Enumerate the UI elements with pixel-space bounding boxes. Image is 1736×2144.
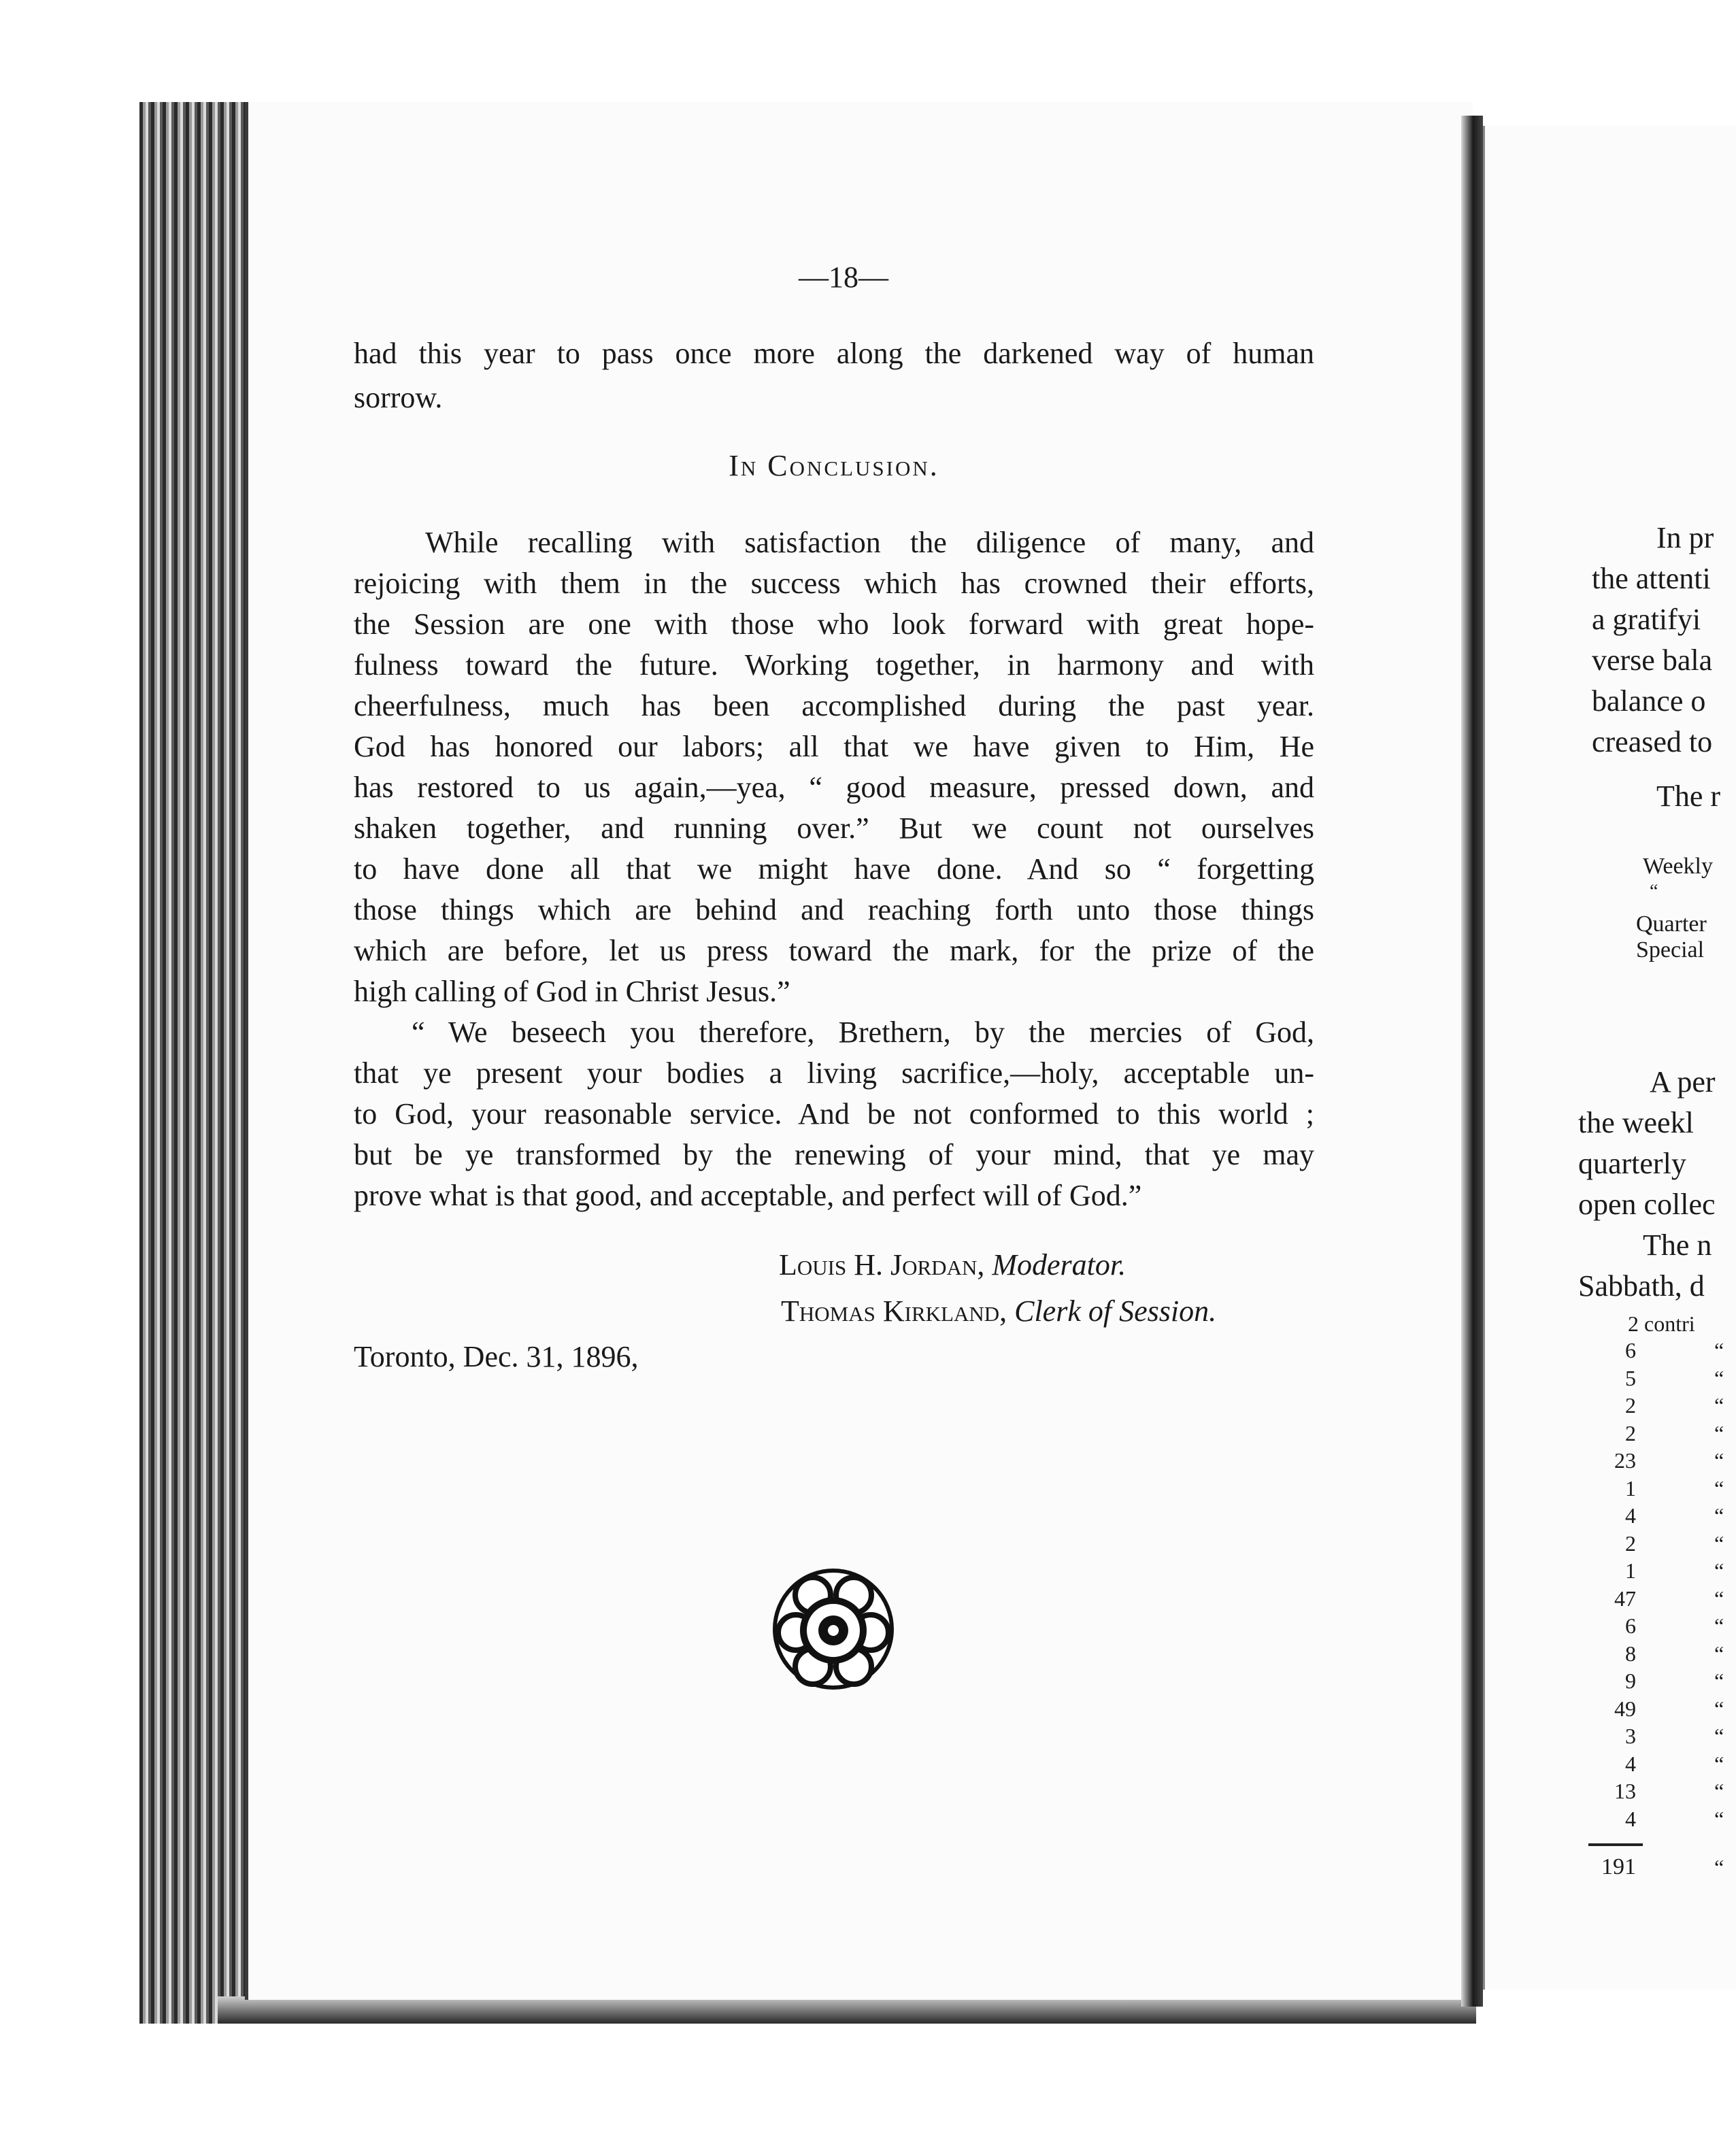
clerk-title: Clerk of Session. [1014,1294,1217,1328]
right-contrib-label: 2 contri [1628,1311,1695,1336]
contribution-count: 4 [1625,1751,1636,1776]
body-line-9: to have done all that we might have done. And so “ forgetting [354,852,1314,886]
body-line-3: the Session are one with those who look forward with great hope- [354,607,1314,641]
body-line-2: rejoicing with them in the success which has crowned their efforts, [354,567,1314,600]
body-line-1: While recalling with satisfaction the diligence of many, and [425,526,1314,559]
quote-line-4: but be ye transformed by the renewing of your mind, that ye may [354,1138,1314,1171]
body-line-10: those things which are behind and reaching forth unto those things [354,893,1314,926]
rose-ornament-icon [772,1568,895,1690]
right-list-special: Special [1636,937,1705,962]
contribution-count: 1 [1625,1475,1636,1501]
contribution-count: 49 [1614,1696,1636,1721]
right-list-weekly: Weekly [1643,854,1713,879]
right-para3-line1: A per [1650,1065,1716,1099]
contribution-count: 47 [1614,1586,1636,1611]
contribution-count: 9 [1625,1669,1636,1693]
right-para1-line5: balance o [1592,684,1706,718]
place-date: Toronto, Dec. 31, 1896, [354,1340,639,1373]
ditto-mark: “ [1714,1806,1724,1831]
right-para1-line4: verse bala [1592,643,1713,677]
quote-line-5: prove what is that good, and acceptable, and perfect will of God.” [354,1179,1142,1212]
book-bottom-edges [218,1996,1476,2024]
moderator-name: Louis H. Jordan, [779,1248,985,1282]
contribution-count: 1 [1625,1558,1636,1583]
contribution-count: 4 [1625,1806,1636,1831]
contribution-count: 4 [1625,1503,1636,1528]
ditto-mark: “ [1714,1393,1724,1418]
ditto-mark: “ [1714,1613,1724,1638]
body-line-12: high calling of God in Christ Jesus.” [354,975,790,1008]
total-rule [1588,1843,1643,1846]
signature-moderator [779,1245,1126,1286]
signature-clerk [781,1291,1216,1332]
ditto-mark: “ [1714,1751,1724,1776]
right-para4-line2: Sabbath, d [1578,1269,1705,1303]
ditto-mark: “ [1714,1365,1724,1390]
right-para2-line1: The r [1656,780,1721,813]
ditto-mark: “ [1714,1338,1724,1362]
book-gutter [1461,116,1483,2007]
ditto-mark: “ [1714,1448,1724,1473]
quote-line-1: “ We beseech you therefore, Brethern, by the mercies of God, [412,1016,1314,1049]
right-para1-line2: the attenti [1592,562,1711,595]
body-line-8: shaken together, and running over.” But we count not ourselves [354,811,1314,845]
contribution-count: 6 [1625,1338,1636,1362]
quote-line-2: that ye present your bodies a living sacrifice,—holy, acceptable un- [354,1056,1314,1090]
body-line-4: fulness toward the future. Working together, in harmony and with [354,648,1314,682]
book-page-edges [139,102,248,2024]
right-para3-line2: the weekl [1578,1106,1694,1139]
ditto-mark: “ [1714,1503,1724,1528]
right-para1-line6: creased to [1592,725,1713,758]
contribution-count: 2 [1625,1393,1636,1418]
body-line-7: has restored to us again,—yea, “ good measure, pressed down, and [354,771,1314,804]
right-para1-line1: In pr [1656,521,1714,554]
right-list-ditto: “ [1650,881,1658,902]
contribution-count: 2 [1625,1420,1636,1445]
intro-line-1: had this year to pass once more along the darkened way of human [354,337,1314,370]
contribution-count: 6 [1625,1613,1636,1638]
ditto-mark: “ [1714,1696,1724,1721]
clerk-name: Thomas Kirkland, [781,1294,1007,1328]
page-number: —18— [799,261,888,294]
section-heading: In Conclusion. [729,449,939,482]
body-line-5: cheerfulness, much has been accomplished during the past year. [354,689,1314,722]
contribution-count: 8 [1625,1641,1636,1666]
moderator-title: Moderator. [992,1248,1126,1282]
contribution-count: 5 [1625,1365,1636,1390]
contribution-count: 13 [1614,1779,1636,1803]
right-para3-line4: open collec [1578,1188,1716,1221]
total-ditto-mark: “ [1714,1855,1724,1879]
contribution-count: 2 [1625,1530,1636,1556]
ditto-mark: “ [1714,1558,1724,1583]
right-list-quarterly: Quarter [1636,911,1707,937]
quote-line-3: to God, your reasonable service. And be not conformed to this world ; [354,1097,1314,1130]
ditto-mark: “ [1714,1641,1724,1666]
body-line-11: which are before, let us press toward the mark, for the prize of the [354,934,1314,967]
ditto-mark: “ [1714,1724,1724,1748]
ditto-mark: “ [1714,1586,1724,1611]
contribution-count: 23 [1614,1448,1636,1473]
ditto-mark: “ [1714,1475,1724,1501]
right-para1-line3: a gratifyi [1592,603,1701,636]
ditto-mark: “ [1714,1669,1724,1693]
right-para4-line1: The n [1643,1228,1712,1262]
body-line-6: God has honored our labors; all that we have given to Him, He [354,730,1314,763]
right-para3-line3: quarterly [1578,1147,1686,1180]
ditto-mark: “ [1714,1779,1724,1803]
contributions-total: 191 [1601,1854,1636,1879]
intro-line-2: sorrow. [354,381,443,414]
ditto-mark: “ [1714,1530,1724,1556]
contribution-count: 3 [1625,1724,1636,1748]
ditto-mark: “ [1714,1420,1724,1445]
